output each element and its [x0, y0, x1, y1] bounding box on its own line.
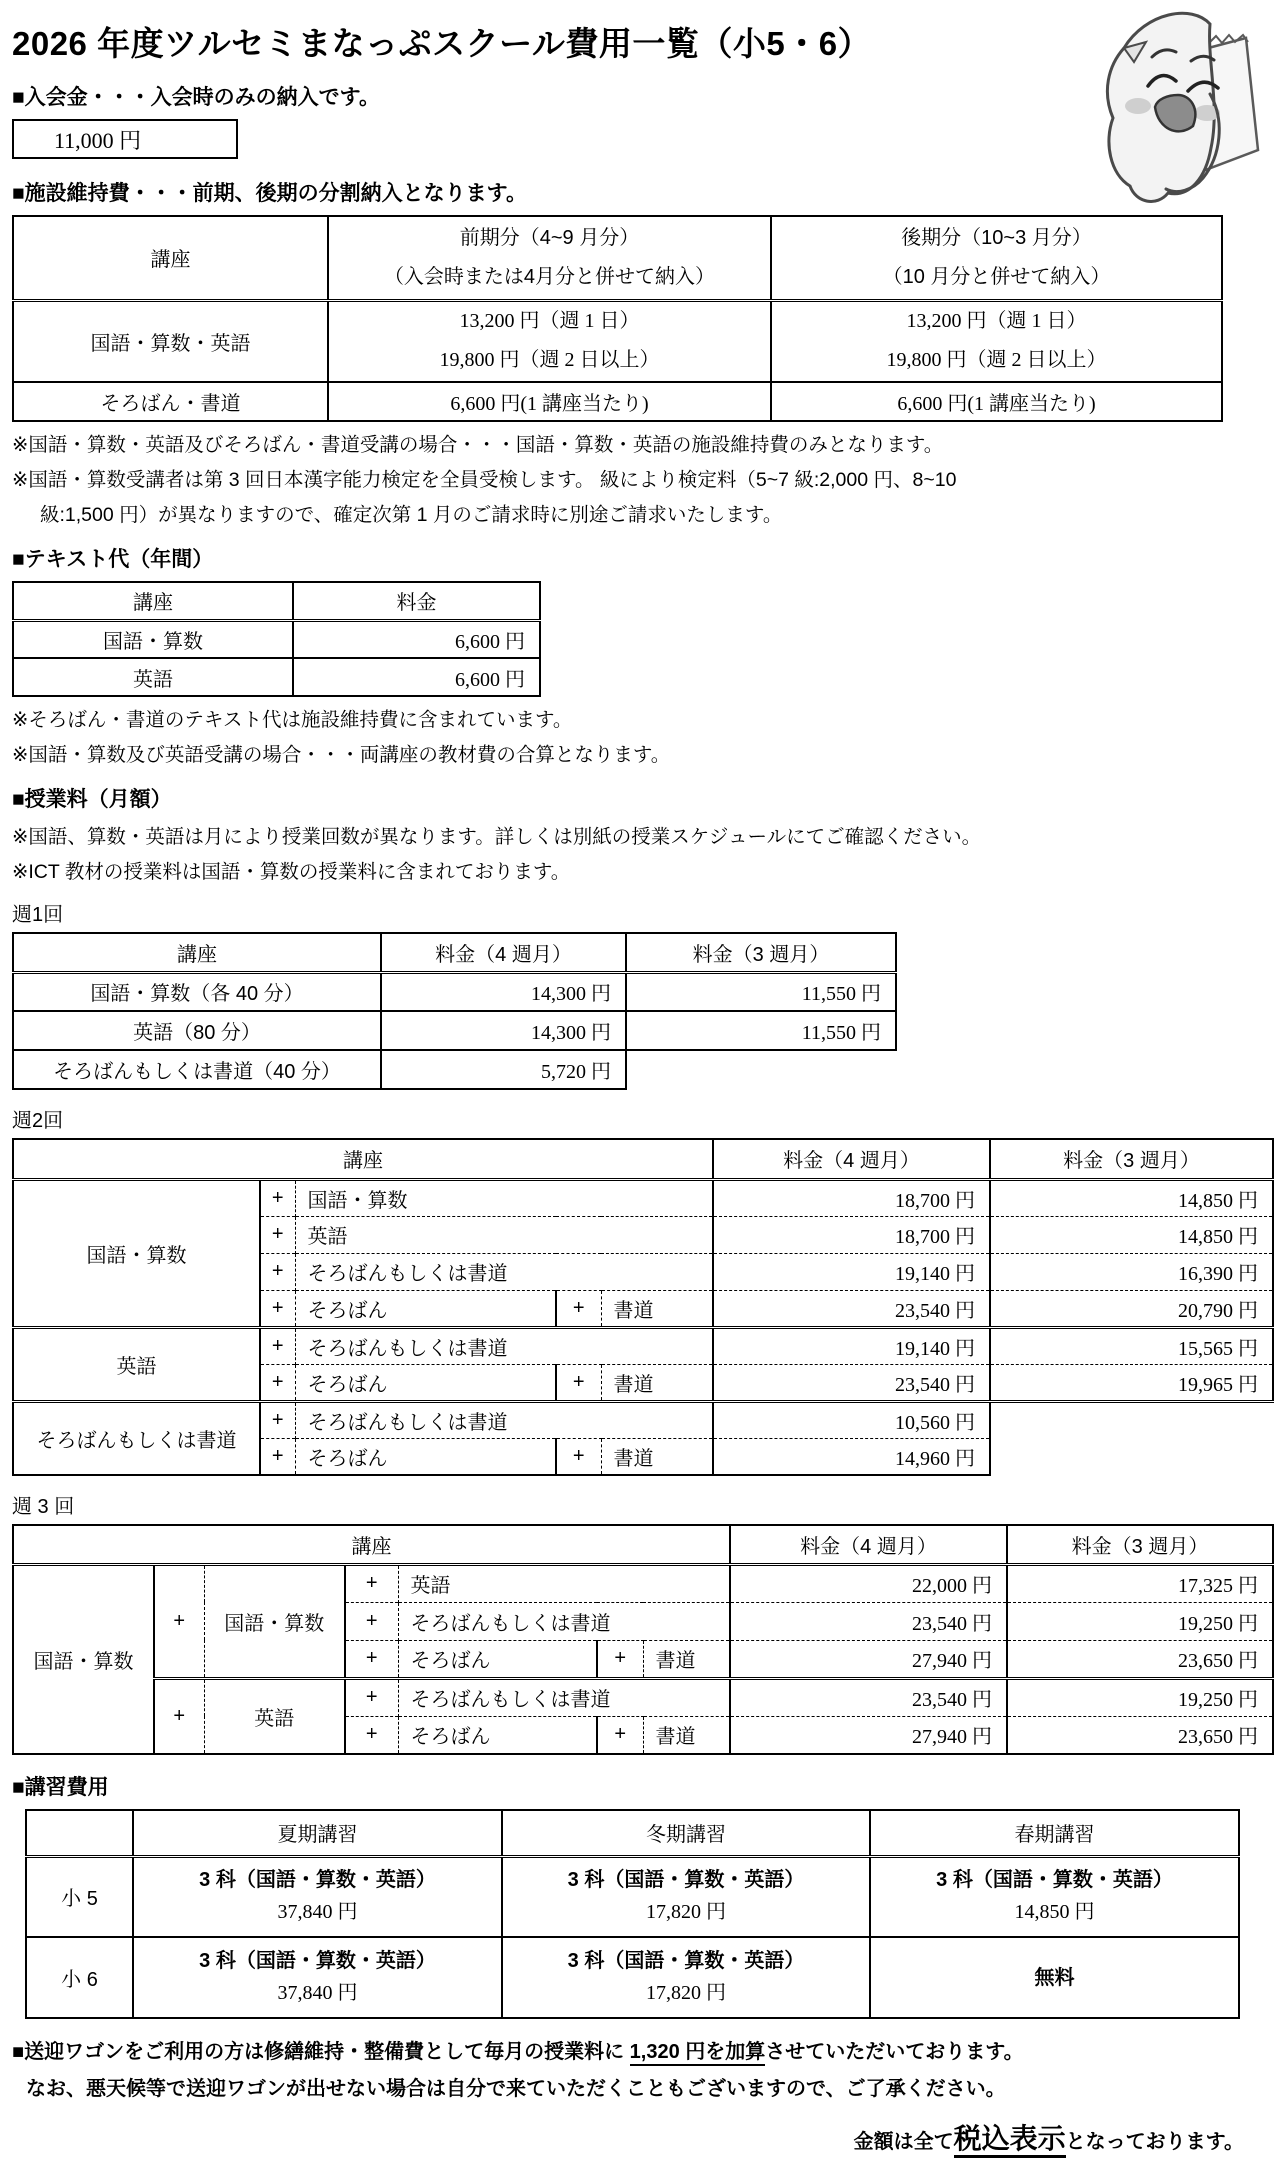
- seminar-grade-6: 小 6: [26, 1937, 133, 2018]
- week2-tuition-table: [12, 1138, 1274, 1476]
- plus-icon: +: [345, 1602, 398, 1640]
- week3-group-kokugo-sansu: 国語・算数: [13, 1564, 154, 1754]
- textbook-row-fee: 6,600 円: [293, 658, 540, 696]
- week2-group-eigo: 英語: [13, 1327, 260, 1401]
- week3-item: そろばん: [398, 1716, 597, 1754]
- plus-icon: +: [556, 1364, 601, 1401]
- tuition-note-2: ※ICT 教材の授業料は国語・算数の授業料に含まれております。: [12, 861, 571, 883]
- textbook-fee-heading: ■テキスト代（年間）: [12, 548, 214, 571]
- textbook-row-course: 英語: [13, 658, 293, 696]
- week3-col-fee3: 料金（3 週月）: [1007, 1525, 1273, 1564]
- week2-item: そろばんもしくは書道: [295, 1253, 713, 1290]
- week1-col-fee3: 料金（3 週月）: [626, 933, 896, 972]
- week1-fee4: 14,300 円: [381, 1011, 626, 1050]
- week3-col-fee4: 料金（4 週月）: [730, 1525, 1007, 1564]
- week2-item: そろばん: [295, 1290, 556, 1327]
- facility-col-course: 講座: [13, 216, 328, 300]
- week3-fee3: 17,325 円: [1007, 1564, 1273, 1602]
- mascot-paper-character-illustration: [1058, 0, 1270, 218]
- plus-icon: +: [345, 1716, 398, 1754]
- week2-fee4: 19,140 円: [713, 1253, 990, 1290]
- week3-item: そろばんもしくは書道: [398, 1602, 730, 1640]
- week2-fee3: 19,965 円: [990, 1364, 1273, 1401]
- plus-icon: +: [260, 1216, 295, 1253]
- week2-label: 週2回: [12, 1110, 64, 1132]
- week2-fee3: 15,565 円: [990, 1327, 1273, 1364]
- textbook-col-fee: 料金: [293, 582, 540, 620]
- plus-icon: +: [556, 1438, 601, 1475]
- seminar-corner-cell: [26, 1810, 133, 1856]
- week1-col-fee4: 料金（4 週月）: [381, 933, 626, 972]
- week3-label: 週 3 回: [12, 1496, 75, 1518]
- tax-included-emphasis: 税込表示: [954, 2123, 1066, 2158]
- facility-row-second-fee: 6,600 円(1 講座当たり): [771, 382, 1222, 421]
- tax-included-note: 金額は全て税込表示となっております。: [10, 2117, 1244, 2157]
- week2-fee3: 14,850 円: [990, 1216, 1273, 1253]
- seminar-summer-6: 3 科（国語・算数・英語） 37,840 円: [133, 1937, 502, 2018]
- week1-fee4: 14,300 円: [381, 972, 626, 1011]
- facility-row-course: 国語・算数・英語: [13, 300, 328, 382]
- page-title: 2026 年度ツルセミまなっぷスクール費用一覧（小5・6）: [12, 25, 872, 62]
- week2-group-kokugo-sansu: 国語・算数: [13, 1179, 260, 1327]
- plus-icon: +: [154, 1564, 204, 1678]
- week2-col-fee4: 料金（4 週月）: [713, 1139, 990, 1179]
- seminar-winter-6: 3 科（国語・算数・英語） 17,820 円: [502, 1937, 870, 2018]
- facility-row-second-fee: 13,200 円（週 1 日） 19,800 円（週 2 日以上）: [771, 300, 1222, 382]
- week2-fee4: 19,140 円: [713, 1327, 990, 1364]
- facility-fee-table: [12, 215, 1223, 422]
- plus-icon: +: [597, 1640, 643, 1678]
- plus-icon: +: [556, 1290, 601, 1327]
- facility-row-course: そろばん・書道: [13, 382, 328, 421]
- facility-row-first-fee: 6,600 円(1 講座当たり): [328, 382, 771, 421]
- week3-fee3: 19,250 円: [1007, 1678, 1273, 1716]
- textbook-row-fee: 6,600 円: [293, 620, 540, 658]
- facility-fee-heading: ■施設維持費・・・前期、後期の分割納入となります。: [12, 182, 528, 205]
- week3-subgroup-eigo: 英語: [204, 1678, 345, 1754]
- plus-icon: +: [260, 1364, 295, 1401]
- textbook-note-1: ※そろばん・書道のテキスト代は施設維持費に含まれています。: [12, 709, 573, 731]
- admission-fee-amount: 11,000 円: [54, 127, 142, 153]
- week2-item2: 書道: [601, 1438, 713, 1475]
- admission-fee-box: [12, 119, 238, 159]
- week2-fee3: 14,850 円: [990, 1179, 1273, 1216]
- week3-col-course: 講座: [13, 1525, 730, 1564]
- week2-fee3: 16,390 円: [990, 1253, 1273, 1290]
- week2-fee4: 18,700 円: [713, 1216, 990, 1253]
- wagon-note-line1: ■送迎ワゴンをご利用の方は修繕維持・整備費として毎月の授業料に 1,320 円を加算させていただいております。: [12, 2035, 1274, 2064]
- week2-fee3: 20,790 円: [990, 1290, 1273, 1327]
- week3-fee4: 27,940 円: [730, 1716, 1007, 1754]
- plus-icon: +: [597, 1716, 643, 1754]
- week2-item: そろばん: [295, 1438, 556, 1475]
- admission-heading: ■入会金・・・入会時のみの納入です。: [12, 86, 381, 109]
- week3-fee4: 22,000 円: [730, 1564, 1007, 1602]
- week3-fee3: 23,650 円: [1007, 1716, 1273, 1754]
- week1-fee4: 5,720 円: [381, 1050, 626, 1089]
- week1-col-course: 講座: [13, 933, 381, 972]
- facility-note-2-cont: 級:1,500 円）が異なりますので、確定次第 1 月のご請求時に別途ご請求いたします。: [40, 504, 783, 526]
- seminar-col-summer: 夏期講習: [133, 1810, 502, 1856]
- week3-fee3: 19,250 円: [1007, 1602, 1273, 1640]
- week1-course: 英語（80 分）: [13, 1011, 381, 1050]
- seminar-col-winter: 冬期講習: [502, 1810, 870, 1856]
- plus-icon: +: [345, 1564, 398, 1602]
- plus-icon: +: [345, 1640, 398, 1678]
- textbook-fee-table: [12, 581, 541, 697]
- facility-col-second-term: 後期分（10~3 月分） （10 月分と併せて納入）: [771, 216, 1222, 300]
- week1-course: そろばんもしくは書道（40 分）: [13, 1050, 381, 1089]
- plus-icon: +: [260, 1438, 295, 1475]
- plus-icon: +: [345, 1678, 398, 1716]
- plus-icon: +: [260, 1253, 295, 1290]
- week3-item2: 書道: [643, 1640, 730, 1678]
- seminar-winter-5: 3 科（国語・算数・英語） 17,820 円: [502, 1856, 870, 1937]
- textbook-note-2: ※国語・算数及び英語受講の場合・・・両講座の教材費の合算となります。: [12, 744, 671, 766]
- week2-item: そろばん: [295, 1364, 556, 1401]
- plus-icon: +: [154, 1678, 204, 1754]
- seminar-spring-5: 3 科（国語・算数・英語） 14,850 円: [870, 1856, 1239, 1937]
- week3-item2: 書道: [643, 1716, 730, 1754]
- week2-fee4: 23,540 円: [713, 1290, 990, 1327]
- week2-fee4: 18,700 円: [713, 1179, 990, 1216]
- empty-cell: [626, 1050, 896, 1089]
- week3-item: そろばん: [398, 1640, 597, 1678]
- week3-item: そろばんもしくは書道: [398, 1678, 730, 1716]
- seminar-fee-heading: ■講習費用: [12, 1776, 109, 1799]
- seminar-summer-5: 3 科（国語・算数・英語） 37,840 円: [133, 1856, 502, 1937]
- week1-course: 国語・算数（各 40 分）: [13, 972, 381, 1011]
- tuition-heading: ■授業料（月額）: [12, 788, 172, 811]
- textbook-row-course: 国語・算数: [13, 620, 293, 658]
- week3-fee4: 23,540 円: [730, 1678, 1007, 1716]
- week1-tuition-table: [12, 932, 897, 1090]
- seminar-spring-6-free: 無料: [870, 1937, 1239, 2018]
- week3-fee4: 23,540 円: [730, 1602, 1007, 1640]
- week1-label: 週1回: [12, 904, 64, 926]
- facility-col-first-term: 前期分（4~9 月分） （入会時または4月分と併せて納入）: [328, 216, 771, 300]
- week3-item: 英語: [398, 1564, 730, 1602]
- week1-fee3: 11,550 円: [626, 972, 896, 1011]
- week2-item: そろばんもしくは書道: [295, 1327, 713, 1364]
- week2-group-soroban-shodo: そろばんもしくは書道: [13, 1401, 260, 1475]
- week2-fee4: 23,540 円: [713, 1364, 990, 1401]
- empty-cell: [990, 1401, 1273, 1475]
- seminar-col-spring: 春期講習: [870, 1810, 1239, 1856]
- week2-fee4: 14,960 円: [713, 1438, 990, 1475]
- week2-col-course: 講座: [13, 1139, 713, 1179]
- plus-icon: +: [260, 1327, 295, 1364]
- week3-subgroup-kokugo-sansu: 国語・算数: [204, 1564, 345, 1678]
- week2-item: 英語: [295, 1216, 713, 1253]
- textbook-col-course: 講座: [13, 582, 293, 620]
- wagon-fee-underlined: 1,320 円を加算: [630, 2041, 766, 2066]
- week2-item: 国語・算数: [295, 1179, 713, 1216]
- wagon-note-line2: なお、悪天候等で送迎ワゴンが出せない場合は自分で来ていただくこともございますので、ご了承ください。: [26, 2078, 1006, 2100]
- week3-fee3: 23,650 円: [1007, 1640, 1273, 1678]
- week3-tuition-table: [12, 1524, 1274, 1755]
- facility-note-2: ※国語・算数受講者は第 3 回日本漢字能力検定を全員受検します。 級により検定料（5~7 級:2,000 円、8~10: [12, 469, 957, 491]
- week2-fee4: 10,560 円: [713, 1401, 990, 1438]
- plus-icon: +: [260, 1179, 295, 1216]
- week3-fee4: 27,940 円: [730, 1640, 1007, 1678]
- seminar-grade-5: 小 5: [26, 1856, 133, 1937]
- facility-note-1: ※国語・算数・英語及びそろばん・書道受講の場合・・・国語・算数・英語の施設維持費のみとなります。: [12, 434, 944, 456]
- week2-item2: 書道: [601, 1364, 713, 1401]
- seminar-fee-table: [25, 1809, 1240, 2019]
- plus-icon: +: [260, 1290, 295, 1327]
- week1-fee3: 11,550 円: [626, 1011, 896, 1050]
- week2-col-fee3: 料金（3 週月）: [990, 1139, 1273, 1179]
- plus-icon: +: [260, 1401, 295, 1438]
- week2-item2: 書道: [601, 1290, 713, 1327]
- week2-item: そろばんもしくは書道: [295, 1401, 713, 1438]
- facility-row-first-fee: 13,200 円（週 1 日） 19,800 円（週 2 日以上）: [328, 300, 771, 382]
- tuition-note-1: ※国語、算数・英語は月により授業回数が異なります。詳しくは別紙の授業スケジュールにてご確認ください。: [12, 826, 982, 848]
